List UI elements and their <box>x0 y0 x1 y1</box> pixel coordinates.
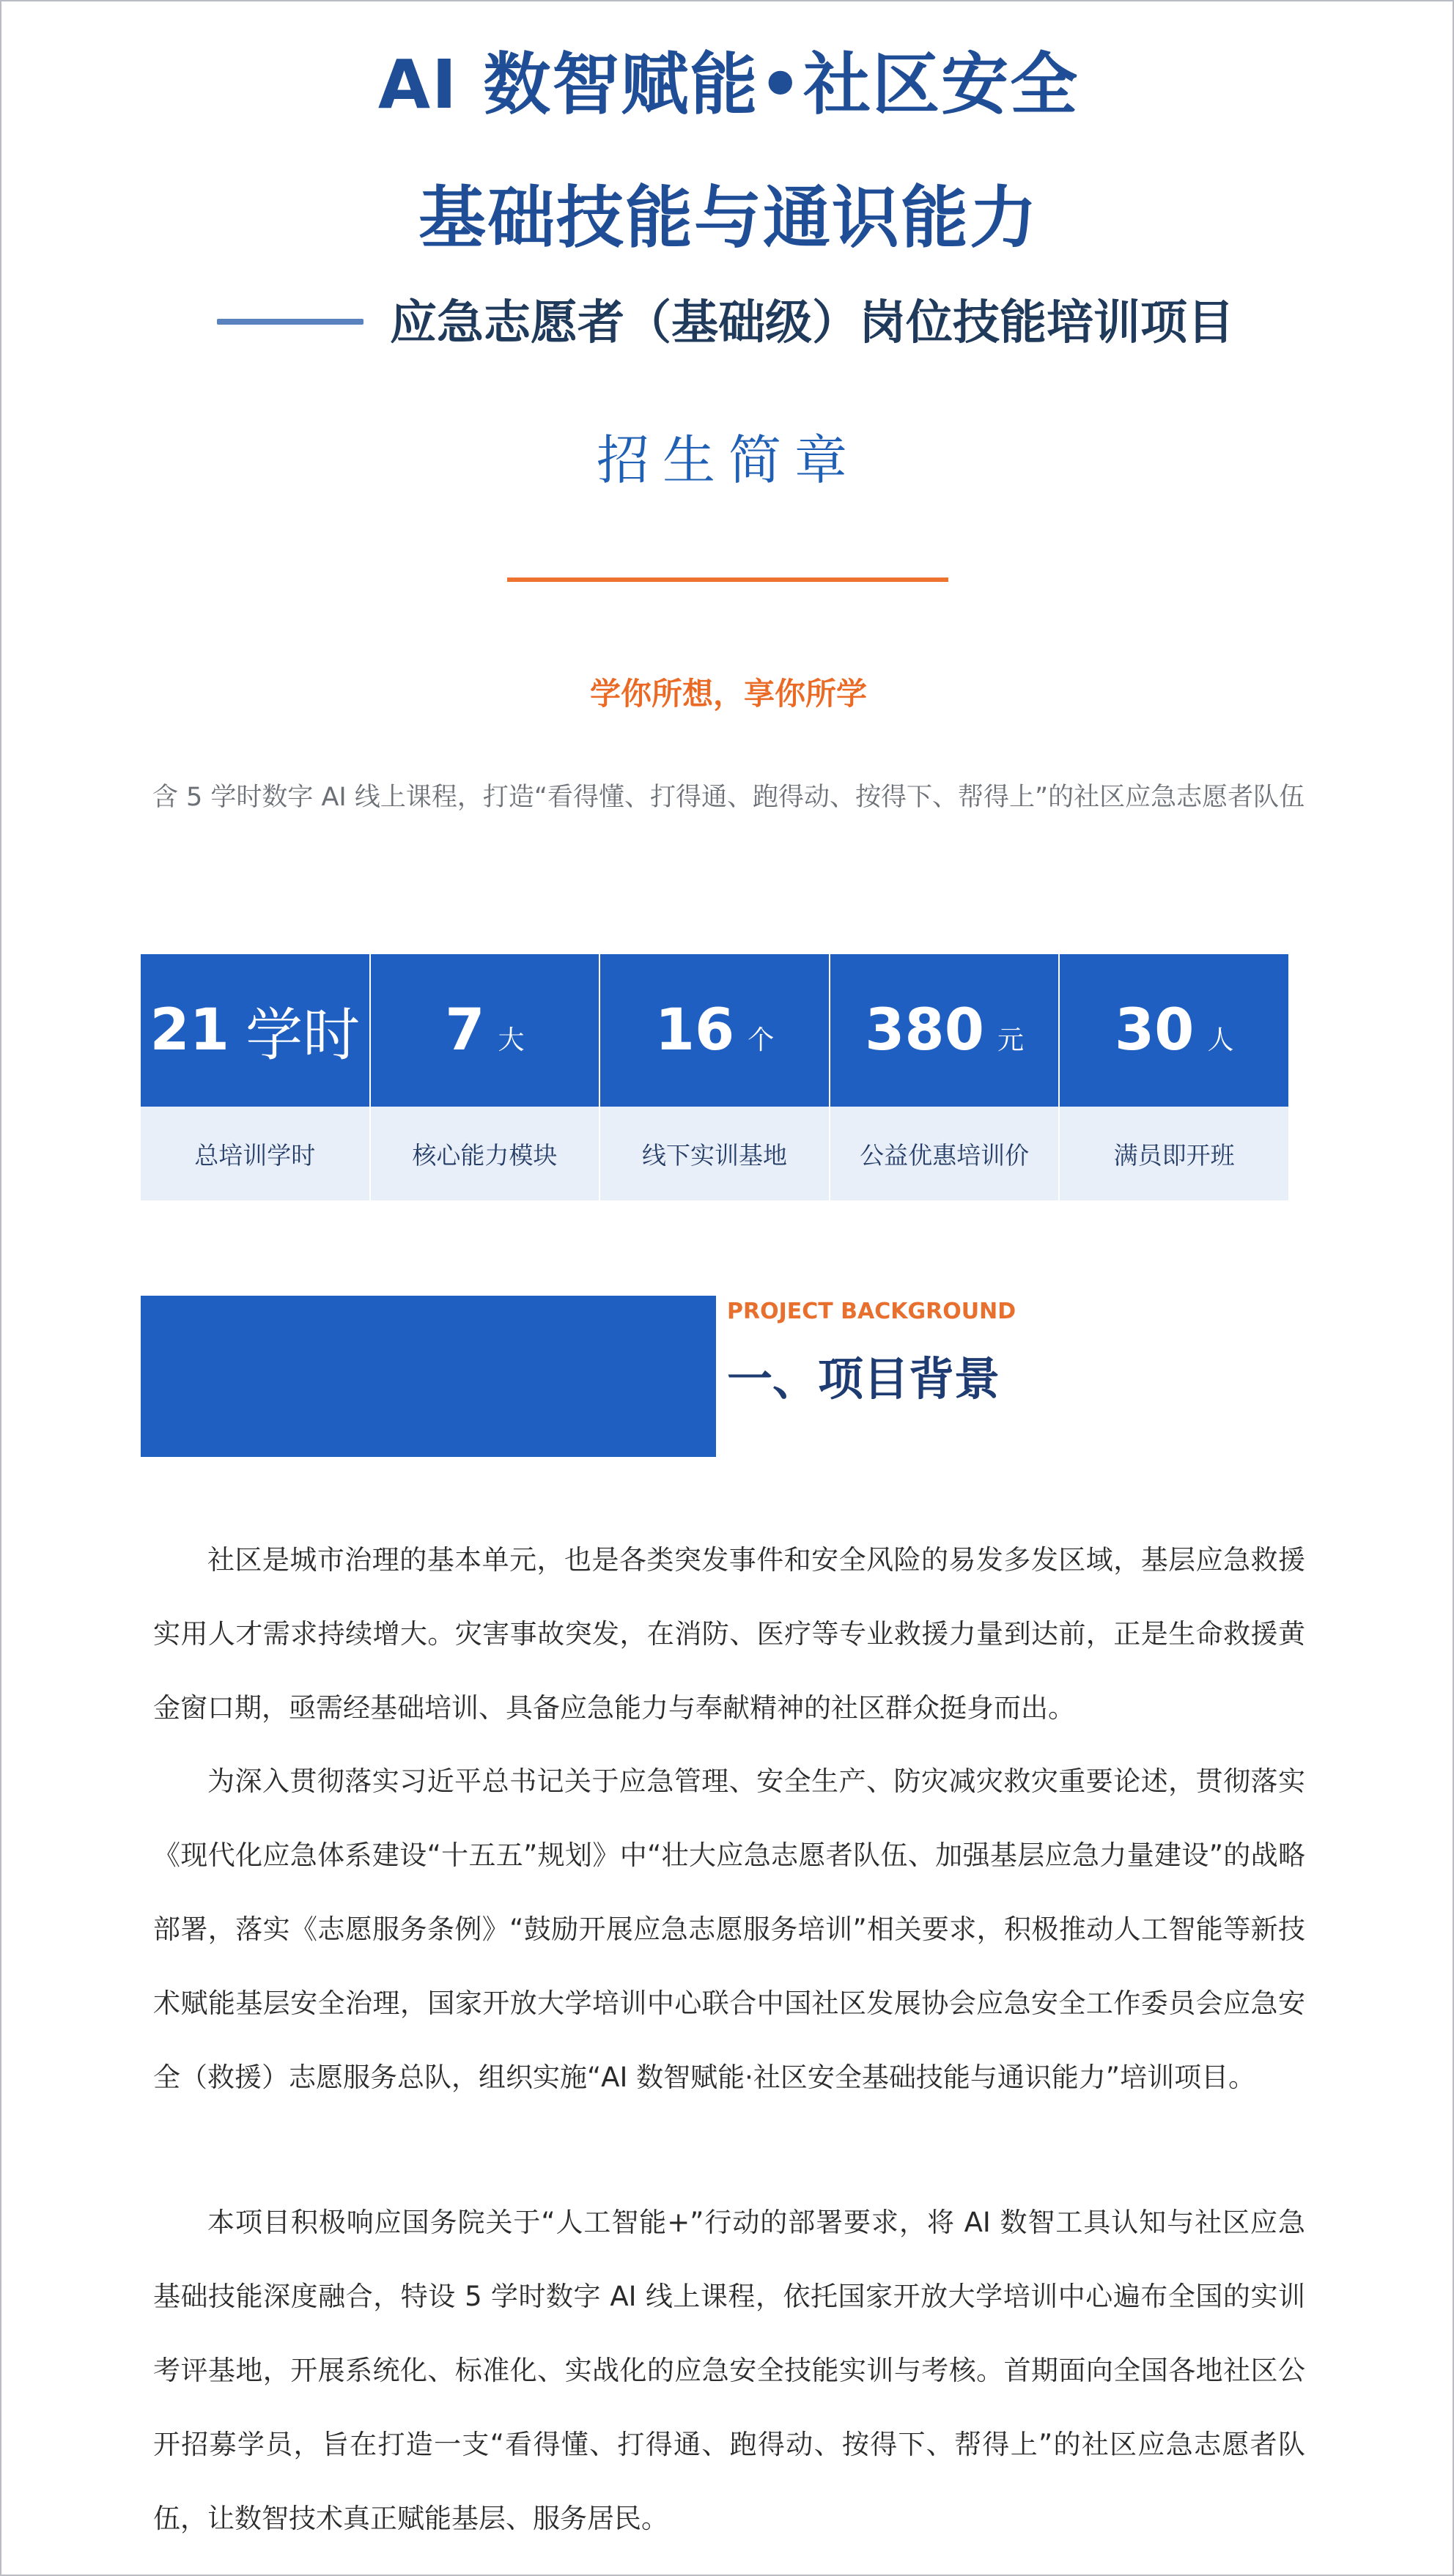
stat-value: 16 <box>654 997 735 1063</box>
stat-unit: 学时 <box>246 1003 361 1069</box>
stat-value: 7 <box>445 997 485 1063</box>
stat-value: 21 <box>150 997 230 1063</box>
program-subtitle: 应急志愿者（基础级）岗位技能培训项目 <box>390 295 1234 350</box>
stat-label: 总培训学时 <box>141 1107 369 1200</box>
stat-unit: 元 <box>997 1025 1024 1055</box>
subtitle-row <box>214 276 1284 364</box>
body-paragraph: 社区是城市治理的基本单元，也是各类突发事件和安全风险的易发多发区域，基层应急救援实用人才需求持续增大。灾害事故突发，在消防、医疗等专业救援力量到达前，正是生命救援黄金窗口期，亟需经基础培训、具备应急能力与奉献精神的社区群众挺身而出。 <box>153 1544 1305 1724</box>
stat-unit: 大 <box>498 1025 525 1055</box>
stat-value-box <box>600 954 829 1107</box>
stat-class-size <box>1060 954 1288 1200</box>
stat-unit: 人 <box>1207 1025 1234 1055</box>
section-title: 一、项目背景 <box>727 1352 1000 1406</box>
stat-label: 公益优惠培训价 <box>830 1107 1059 1200</box>
stat-value-box <box>371 954 599 1107</box>
stat-value-box <box>141 954 369 1107</box>
stat-label: 满员即开班 <box>1060 1107 1288 1200</box>
orange-divider <box>507 577 948 582</box>
stat-label: 核心能力模块 <box>371 1107 599 1200</box>
stat-value: 30 <box>1114 997 1195 1063</box>
stat-total-hours <box>141 954 371 1200</box>
page-title-line2: 基础技能与通识能力 <box>418 179 1038 257</box>
stat-value-box <box>830 954 1059 1107</box>
stat-value-box <box>1060 954 1288 1107</box>
stat-unit: 个 <box>748 1025 775 1055</box>
page-title-line1: AI 数智赋能•社区安全 <box>377 45 1080 124</box>
stat-value: 380 <box>865 997 984 1063</box>
section-label-en: PROJECT BACKGROUND <box>727 1299 1016 1324</box>
stat-price <box>830 954 1060 1200</box>
body-paragraph: 为深入贯彻落实习近平总书记关于应急管理、安全生产、防灾减灾救灾重要论述，贯彻落实《现代化应急体系建设“十五五”规划》中“壮大应急志愿者队伍、加强基层应急力量建设”的战略部署，落实《志愿服务条例》“鼓励开展应急志愿服务培训”相关要求，积极推动人工智能等新技术赋能基层安全治理，国家开放大学培训中心联合中国社区发展协会应急安全工作委员会应急安全（救援）志愿服务总队，组织实施“AI 数智赋能·社区安全基础技能与通识能力”培训项目。 <box>153 1765 1305 2093</box>
brochure-label: 招生简章 <box>596 429 860 491</box>
stat-label: 线下实训基地 <box>600 1107 829 1200</box>
section-banner-block <box>141 1296 716 1457</box>
slogan: 学你所想，享你所学 <box>589 676 867 712</box>
intro-text: 含 5 学时数字 AI 线上课程，打造“看得懂、打得通、跑得动、按得下、帮得上”的社区应急志愿者队伍 <box>152 783 1305 812</box>
subtitle-decorative-line <box>217 319 364 325</box>
stat-training-bases <box>600 954 830 1200</box>
stats-panel <box>141 954 1288 1200</box>
stat-core-modules <box>371 954 601 1200</box>
body-paragraph: 本项目积极响应国务院关于“人工智能+”行动的部署要求，将 AI 数智工具认知与社区应急基础技能深度融合，特设 5 学时数字 AI 线上课程，依托国家开放大学培训中心遍布全国的实训考评基地，开展系统化、标准化、实战化的应急安全技能实训与考核。首期面向全国各地社区公开招募学员，旨在打造一支“看得懂、打得通、跑得动、按得下、帮得上”的社区应急志愿者队伍，让数智技术真正赋能基层、服务居民。 <box>153 2207 1305 2534</box>
